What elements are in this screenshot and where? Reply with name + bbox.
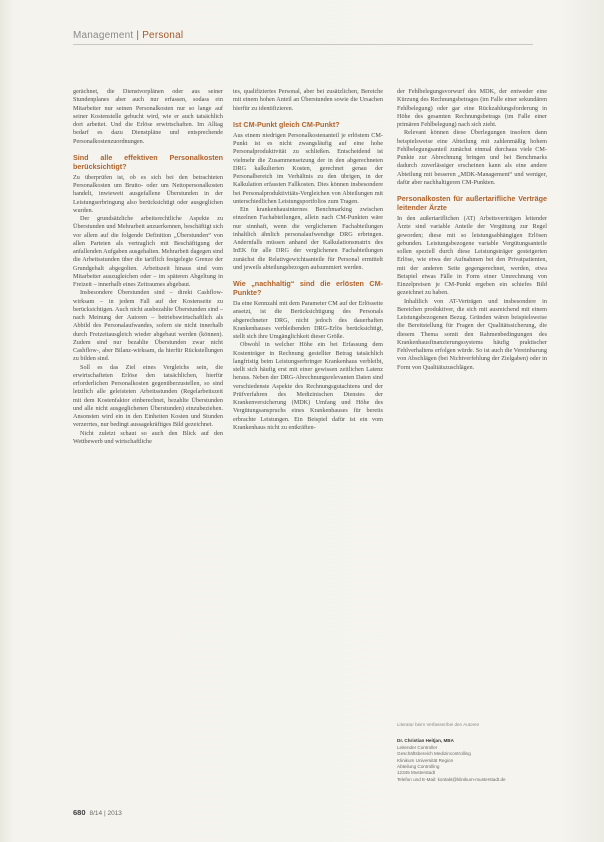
- text-column-2: [233, 88, 383, 432]
- paragraph: Inhaltlich von AT-Verträgen und insbesondere in Bereichen produktiver, die sich mit ausreichend mit einem Leistungsbezogenen Bezug. Gründen wären beispielsweise die Bereitstellung für Fragen der Qualitätssicherung, die diesem Thema somit den Rahmenbedingungen des Krankenhausfinanzierungssystems häufig praktischer Fehlverhaltens erfolgen würde. So ist auch die Vereinbarung von Abschlägen (bei Nichtverfehlung der Zielgaben) oder in Form von Qualitätszuschlägen.: [397, 297, 547, 371]
- header-rule: [73, 44, 533, 45]
- paragraph: Obwohl in welcher Höhe ein bei Erfassung dem Kostenträger in Rechnung gestellter Betrag tatsächlich langfristig beim Leistungserbringer Krankenhaus verbleibt, stellt sich häufig erst mit einer gewissen zeitlichen Latenz heraus. Neben der DRG-Abrechnungsrelevanten Daten sind verschiedenste Aspekte des Rechnungsgutachtens und der Prüfverfahren des Medizinischen Dienstes der Krankenversicherung (MDK) Umfang und Höhe des Vergütungsanspruchs eines Krankenhauses für bereits erbrachte Leistungen. Ein Beispiel dafür ist ein vom Krankenhaus nicht zu entkräften-: [233, 341, 383, 431]
- author-line: Klinikum Universität Region: [397, 757, 454, 763]
- header-subsection: Personal: [142, 30, 184, 41]
- section-heading: Personalkosten für außertarifliche Verträge leitender Ärzte: [397, 194, 547, 212]
- paragraph: tes, qualifiziertes Personal, aber bei zusätzlichen, Bereiche mit einem hohen Anteil an Überstunden sowie die Ursachen hierfür zu identifizieren.: [233, 88, 383, 112]
- section-heading: Ist CM-Punkt gleich CM-Punkt?: [233, 119, 340, 129]
- paragraph: In den außertariflichen (AT) Arbeitsverträgen leitender Ärzte sind variable Anteile der Vergütung zur Regel geworden; diese mit so leistungsabhängigen Erlösen gebunden. Leistungsbezogene variable Vergütungsanteile sollen speziell durch diese Leistungsträger gesteigerten Erlöse, wie etwa der Aufnahmen bei den Privatpatienten, mit der anderen Seite gegengerechnet, werden, etwa Beispiel etwas Fälle in Form einer Umrechnung von Einzelpreisen je CM-Punkt ergeben ein schiefes Bild gezeichnet zu haben.: [397, 215, 547, 297]
- paragraph: gerächnet, die Dienstvorplänen oder aus seiner Stundenplanes aber auch nur erfassen, sodass ein Mitarbeiter nur seinen Personalkosten nur so lange auf seiner Kostenstelle gebucht wird, wie er auch tatsächlich dort arbeitet. Und die Erlöse erwirtschaften. Im Alltag bedarf es dazu Dienstpläne und entsprechende Personalkostenzuordnungen.: [73, 88, 223, 145]
- issue-label: 8/14 | 2013: [89, 810, 122, 817]
- paragraph: Nicht zuletzt schaut so auch den Blick auf den Wettbewerb und wirtschaftliche: [73, 429, 223, 445]
- author-info: [397, 722, 547, 783]
- paragraph: Da eine Kennzahl mit dem Parameter CM auf der Erlösseite ansetzt, ist die Berücksichtigung des Personals abgerechneter DRG, nicht jedoch des dauerhaften Krankenhauses verbleibenden DRG-Erlös berücksichtigt, stellt sich ihre Umgänglichkeit dieser Größe.: [233, 300, 383, 340]
- paragraph: Der grundsätzliche arbeitsrechtliche Aspekte zu Überstunden und Mehrarbeit anzuerkennen, beschäftigt sich vor allem auf die folgende Definition „Überstunden“ von allen Parteien als vertraglich mit Beschäftigung der anfallenden Aufgaben ausgehalten. Mehrarbeit dagegen sind die Arbeitsstunden über die tariflich festgelegte Grenze der Grundgehalt abgegolten. Arbeitszeit hinaus sind vom Mitarbeiter auszugleichen oder – im späteren Abgeltung in Freizeit – innerhalb eines Zeitraumes abgebaut.: [73, 215, 223, 288]
- author-line: Abteilung Controlling: [397, 764, 440, 770]
- paragraph: Soll es das Ziel eines Vergleichs sein, die erwirtschafteten Erlöse den tatsächlichen, hierfür erforderlichen Personalkosten gegenüberzustellen, so sind letztlich alle geleisteten Arbeitsstunden (Regelarbeitszeit mit dem Kostenfaktor einberechnet, bezahlte Überstunden und alle nicht ausgeglichenen Überstunden) einzubeziehen. Ansonsten wird ein in den Einheiten Kosten und Stunden verzerrtes, nur bedingt aussagekräftiges Bild gezeichnet.: [73, 363, 223, 429]
- paragraph: Insbesondere Überstunden sind – direkt Cashflow-wirksam – in jedem Fall auf der Kostenseite zu berücksichtigen. Auch nicht ausbezahlte Überstunden sind – nach Meinung der Autoren – betriebswirtschaftlich als Abbild des Personalaufwandes, sofern sie nicht innerhalb durch Freizeitausgleich wieder abgebaut werden (können). Zudem sind nur bezahlte Überstunden zwar nicht Cashflow-, aber Bilanz-wirksam, da hierfür Rückstellungen zu bilden sind.: [73, 289, 223, 363]
- literature-note: Literatur beim Verfasser/bei den Autoren: [397, 722, 480, 727]
- section-heading: Sind alle effektiven Personalkosten berücksichtigt?: [73, 152, 223, 171]
- author-line: 12345 Musterstadt: [397, 770, 436, 776]
- text-column-1: [73, 88, 223, 446]
- page-footer: [73, 808, 122, 817]
- header-section: Management: [73, 30, 134, 41]
- paragraph: Zu überprüfen ist, ob es sich bei den betrachteten Personalkosten um Brutto- oder um Nettopersonalkosten handelt, inwieweit ausgefallene Überstunden in der Leistungserbringung also berücksichtigt oder ausgeglichen wurden.: [73, 173, 223, 214]
- paragraph: Aus einem niedrigen Personalkostenanteil je erlöstem CM-Punkt ist es nicht zwangsläufig auf eine hohe Personalproduktivität zu schließen. Entscheidend ist vielmehr die Zusammensetzung der in den abgerechneten DRG kalkulierten Kosten, gerechnet genau der Personalbereich im Verhältnis zu den übrigen, in der Kalkulation erfassten Fallkosten. Dies können insbesondere bei Personalproduktivitäts-Vergleichen von Abteilungen mit unterschiedlichen Leistungsportfolios zum Tragen.: [233, 131, 383, 205]
- page-number: 680: [73, 808, 86, 817]
- author-name: Dr. Christian Heitjan, MBA: [397, 738, 454, 744]
- paragraph: Relevant können diese Überlegungen insofern dann beispielsweise eine Abteilung mit zahlenmäßig hohem Fehlbelegungsanteil zunächst einmal durchaus viele CM-Punkte zur Abrechnung bringen und bei Benchmarks dadurch zuverlässiger erscheinen kann als eine andere Abteilung mit besseren „MDK-Management“ und weniger, dafür aber nachhaltigeren CM-Punkten.: [397, 129, 547, 186]
- paragraph: Ein krankenhausinternes Benchmarking zwischen einzelnen Fachabteilungen, allein nach CM-Punkten wäre nur sinnhaft, wenn die verglichenen Fachabteilungen inhaltlich ähnlich personalaufwendige DRG erbringen. Andernfalls müssen anhand der Kalkulationsmatrix des InEK für alle DRG der verglichenen Fachabteilungen zunächst die Relativgewichtsanteile für Personal ermittelt und jeweils abteilungsbezogen aufsummiert werden.: [233, 206, 383, 271]
- author-line: Telefon und E-Mail: kontakt@klinikum-musterstadt.de: [397, 776, 506, 782]
- section-heading: Wie „nachhaltig“ sind die erlösten CM-Punkte?: [233, 279, 383, 297]
- author-line: Leitender Controller: [397, 744, 438, 750]
- author-line: Geschäftsbereich Medizincontrolling: [397, 751, 471, 757]
- text-column-3: [397, 88, 547, 372]
- header-separator: |: [136, 30, 140, 41]
- running-header: [73, 30, 183, 41]
- paragraph: der Fehlbelegungsvorwurf des MDK, der entweder eine Kürzung des Rechnungsbetrages (im Falle einer sekundären Fehlbelegung) oder gar eine Rückzahlungsforderung in Höhe des gesamten Rechnungsbetrags (im Falle einer primären Fehlbelegung) nach sich zieht.: [397, 88, 547, 128]
